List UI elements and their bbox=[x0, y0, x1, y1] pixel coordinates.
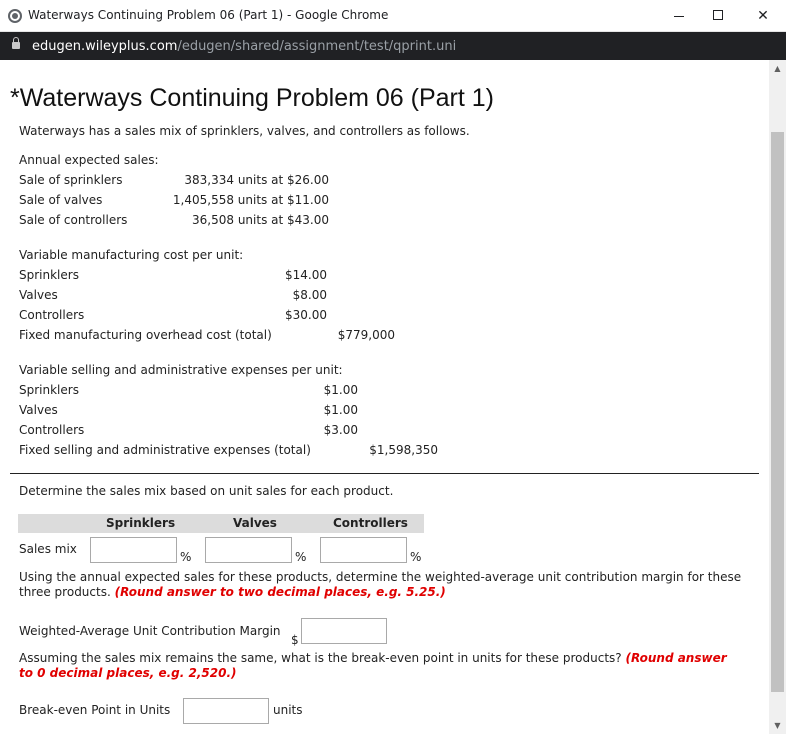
sales-value-valves: 1,405,558 units at $11.00 bbox=[172, 193, 329, 207]
q2-prompt-line2-wrap bbox=[19, 585, 446, 599]
header-sprinklers: Sprinklers bbox=[106, 516, 176, 530]
breakeven-input[interactable] bbox=[183, 698, 269, 724]
sa-value-sprinklers: $1.00 bbox=[323, 383, 358, 397]
sales-mix-label: Sales mix bbox=[19, 542, 77, 556]
q3-instruction-line1: (Round answer bbox=[625, 651, 727, 665]
sales-value-controllers: 36,508 units at $43.00 bbox=[192, 213, 329, 227]
annual-sales-heading: Annual expected sales: bbox=[19, 153, 159, 167]
mfg-value-valves: $8.00 bbox=[292, 288, 327, 302]
chrome-icon bbox=[8, 9, 22, 23]
sa-fixed-value: $1,598,350 bbox=[369, 443, 438, 457]
variable-sa-heading: Variable selling and administrative expenses per unit: bbox=[19, 363, 343, 377]
sales-mix-sprinklers-unit: % bbox=[180, 550, 192, 564]
q3-prompt-line1: Assuming the sales mix remains the same, what is the break-even point in units for these products? bbox=[19, 651, 622, 665]
mfg-label-controllers: Controllers bbox=[19, 308, 85, 322]
mfg-value-sprinklers: $14.00 bbox=[285, 268, 327, 282]
url-text[interactable] bbox=[32, 39, 456, 54]
wacm-currency: $ bbox=[291, 633, 299, 647]
mfg-fixed-label: Fixed manufacturing overhead cost (total) bbox=[19, 328, 272, 342]
lock-icon bbox=[12, 42, 20, 49]
sa-fixed-label: Fixed selling and administrative expenses (total) bbox=[19, 443, 311, 457]
sa-value-controllers: $3.00 bbox=[323, 423, 358, 437]
breakeven-unit: units bbox=[273, 703, 303, 717]
mfg-label-valves: Valves bbox=[19, 288, 58, 302]
q3-prompt-wrap bbox=[19, 651, 727, 665]
sa-label-valves: Valves bbox=[19, 403, 58, 417]
q2-prompt-line2: three products. bbox=[19, 585, 111, 599]
window-title-bar bbox=[0, 0, 786, 32]
q3-instruction-line2: to 0 decimal places, e.g. 2,520.) bbox=[19, 666, 237, 680]
q1-prompt: Determine the sales mix based on unit sales for each product. bbox=[19, 484, 394, 498]
sales-label-valves: Sale of valves bbox=[19, 193, 103, 207]
close-icon: ✕ bbox=[757, 8, 769, 24]
window-title: Waterways Continuing Problem 06 (Part 1) - Google Chrome bbox=[28, 8, 389, 22]
wacm-input[interactable] bbox=[301, 618, 387, 644]
sales-label-sprinklers: Sale of sprinklers bbox=[19, 173, 123, 187]
sales-mix-sprinklers-input[interactable] bbox=[90, 537, 177, 563]
scroll-up-arrow-icon[interactable]: ▲ bbox=[774, 64, 781, 73]
url-domain: edugen.wileyplus.com bbox=[32, 39, 178, 54]
page-title: *Waterways Continuing Problem 06 (Part 1) bbox=[10, 84, 494, 112]
header-controllers: Controllers bbox=[333, 516, 408, 530]
maximize-button[interactable] bbox=[695, 0, 741, 32]
wacm-label: Weighted-Average Unit Contribution Margin bbox=[19, 624, 281, 638]
scroll-down-arrow-icon[interactable]: ▼ bbox=[774, 721, 781, 730]
breakeven-label: Break-even Point in Units bbox=[19, 703, 171, 717]
header-valves: Valves bbox=[233, 516, 277, 530]
page-content bbox=[0, 60, 769, 734]
section-divider bbox=[10, 473, 759, 474]
sales-mix-valves-input[interactable] bbox=[205, 537, 292, 563]
url-path: /edugen/shared/assignment/test/qprint.uni bbox=[177, 39, 457, 54]
sales-mix-controllers-unit: % bbox=[410, 550, 422, 564]
intro-text: Waterways has a sales mix of sprinklers, valves, and controllers as follows. bbox=[19, 124, 470, 138]
sa-label-controllers: Controllers bbox=[19, 423, 85, 437]
sa-label-sprinklers: Sprinklers bbox=[19, 383, 79, 397]
mfg-fixed-value: $779,000 bbox=[337, 328, 395, 342]
scroll-thumb[interactable] bbox=[771, 132, 784, 692]
sa-value-valves: $1.00 bbox=[323, 403, 358, 417]
mfg-label-sprinklers: Sprinklers bbox=[19, 268, 79, 282]
q2-prompt-line1: Using the annual expected sales for these products, determine the weighted-average unit contribution margin for these bbox=[19, 570, 742, 584]
sales-mix-controllers-input[interactable] bbox=[320, 537, 407, 563]
vertical-scrollbar[interactable] bbox=[769, 60, 786, 734]
variable-mfg-heading: Variable manufacturing cost per unit: bbox=[19, 248, 244, 262]
sales-value-sprinklers: 383,334 units at $26.00 bbox=[184, 173, 329, 187]
maximize-icon bbox=[713, 10, 723, 20]
address-bar bbox=[0, 32, 786, 60]
sales-mix-header bbox=[18, 514, 424, 533]
q2-instruction: (Round answer to two decimal places, e.g. 5.25.) bbox=[114, 585, 446, 599]
sales-label-controllers: Sale of controllers bbox=[19, 213, 128, 227]
sales-mix-valves-unit: % bbox=[295, 550, 307, 564]
mfg-value-controllers: $30.00 bbox=[285, 308, 327, 322]
minimize-icon bbox=[674, 16, 684, 17]
close-button[interactable] bbox=[740, 0, 786, 32]
